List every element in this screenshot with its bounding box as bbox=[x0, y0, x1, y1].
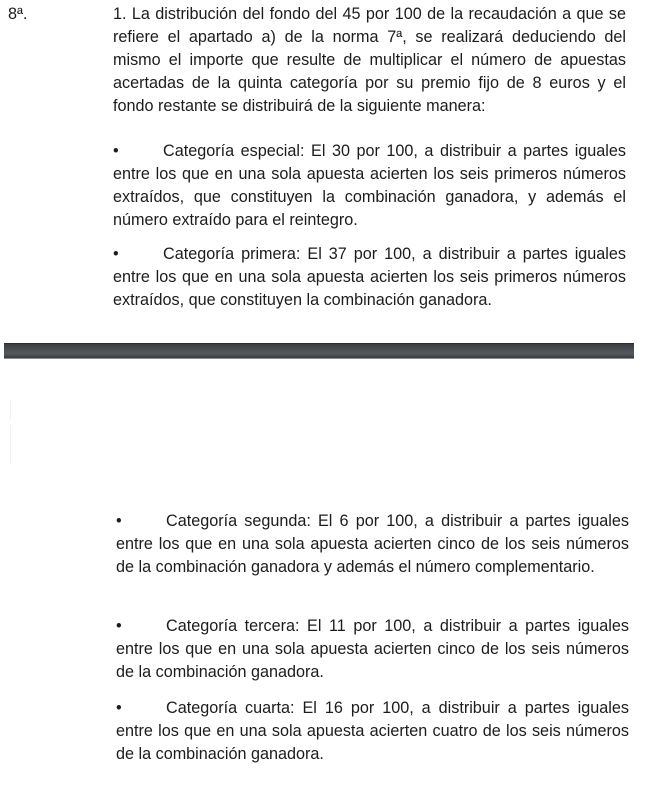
scan-artifact-mark bbox=[10, 425, 11, 465]
bullet-icon: • bbox=[116, 512, 122, 530]
scan-artifact-mark bbox=[10, 400, 11, 420]
bullet-text: Categoría segunda: El 6 por 100, a distribuir a partes iguales entre los que en una sola apuesta acierten cinco de los seis números de la combinación ganadora y además el número complementario. bbox=[116, 512, 629, 576]
bullet-item-categoria-primera bbox=[113, 243, 626, 312]
bullet-icon: • bbox=[116, 617, 122, 635]
bullet-text: Categoría primera: El 37 por 100, a distribuir a partes iguales entre los que en una sola apuesta acierten los seis primeros números extraídos, que constituyen la combinación ganadora. bbox=[113, 245, 626, 309]
document-top-section bbox=[0, 0, 646, 330]
bullet-item-categoria-tercera bbox=[116, 615, 629, 684]
bullet-icon: • bbox=[116, 699, 122, 717]
bullet-text: Categoría tercera: El 11 por 100, a distribuir a partes iguales entre los que en una sola apuesta acierten cinco de los seis números de la combinación ganadora. bbox=[116, 617, 629, 681]
page-break-bar bbox=[4, 343, 634, 359]
bullet-icon: • bbox=[113, 142, 119, 160]
rule-number: 8ª. bbox=[8, 5, 28, 23]
bullet-text: Categoría cuarta: El 16 por 100, a distribuir a partes iguales entre los que en una sola apuesta acierten cuatro de los seis números de la combinación ganadora. bbox=[116, 699, 629, 763]
intro-paragraph: 1. La distribución del fondo del 45 por 100 de la recaudación a que se refiere el apartado a) de la norma 7ª, se realizará deduciendo del mismo el importe que resulte de multiplicar el número de apuestas acertadas de la quinta categoría por su premio fijo de 8 euros y el fondo restante se distribuirá de la siguiente manera: bbox=[113, 5, 626, 115]
bullet-item-categoria-especial bbox=[113, 140, 626, 232]
document-bottom-section bbox=[0, 500, 646, 800]
bullet-text: Categoría especial: El 30 por 100, a distribuir a partes iguales entre los que en una sola apuesta acierten los seis primeros números extraídos, que constituyen la combinación ganadora, y además el número extraído para el reintegro. bbox=[113, 142, 626, 229]
bullet-item-categoria-segunda bbox=[116, 510, 629, 579]
bullet-icon: • bbox=[113, 245, 119, 263]
bullet-item-categoria-cuarta bbox=[116, 697, 629, 766]
